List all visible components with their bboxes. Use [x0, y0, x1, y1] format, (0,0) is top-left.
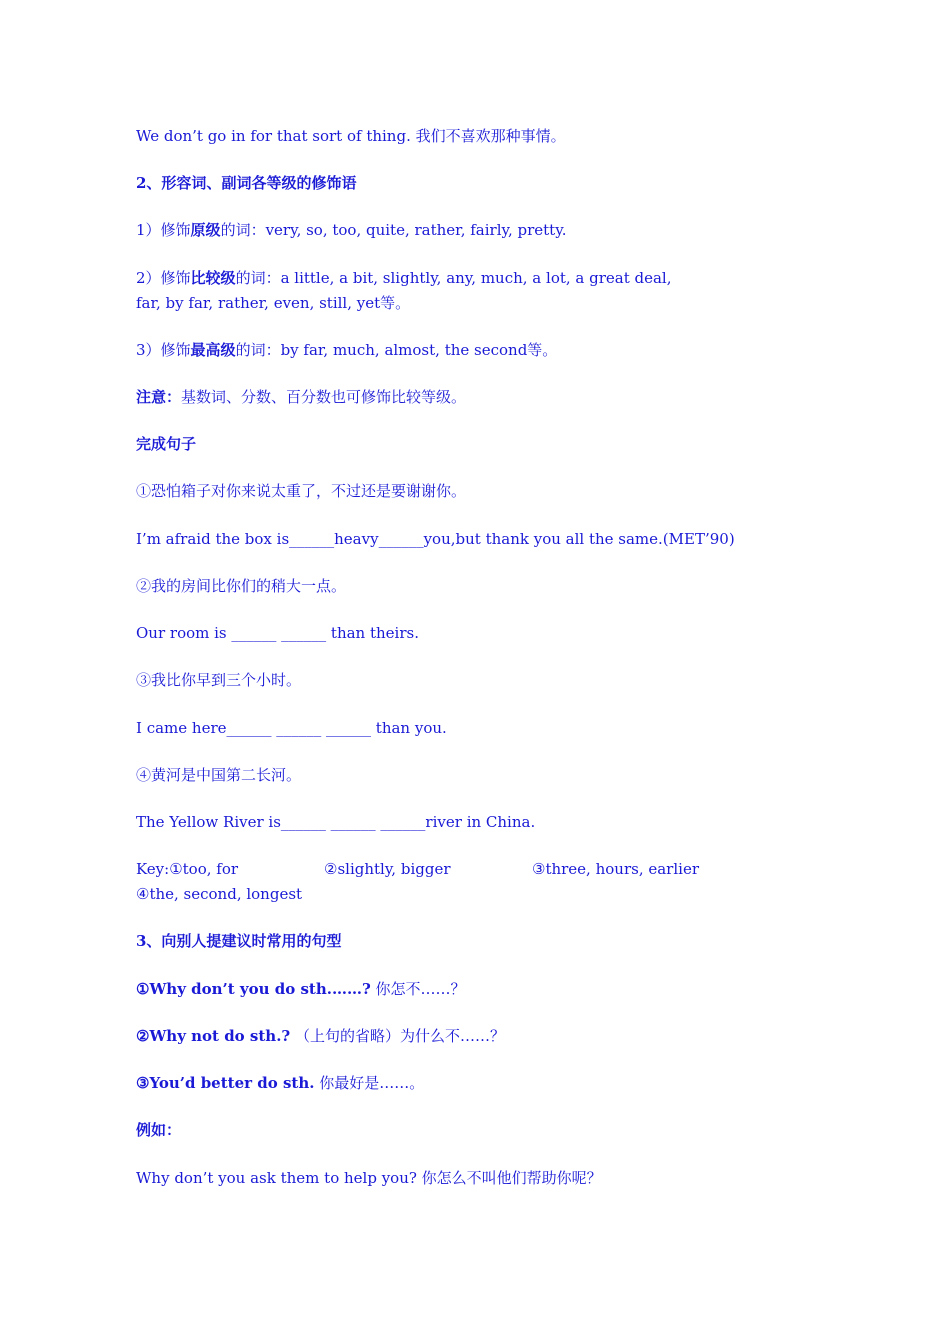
item-number: 3）修饰 [136, 341, 191, 359]
question-3-english: I came here______ ______ ______ than you. [136, 719, 447, 737]
keyword-superlative: 最高级 [190, 341, 236, 359]
section-heading-2: 2、形容词、副词各等级的修饰语 [136, 174, 357, 192]
question-3-chinese: ③我比你早到三个小时。 [136, 671, 302, 689]
modifier-list: 的词：by far, much, almost, the second等。 [235, 341, 558, 359]
question-1-chinese: ①恐怕箱子对你来说太重了，不过还是要谢谢你。 [136, 482, 467, 500]
modifier-list: 的词：very, so, too, quite, rather, fairly, pretty. [220, 221, 567, 239]
suggestion-pattern-2 [136, 1024, 830, 1049]
modifier-list: 的词：a little, a bit, slightly, any, much, a lot, a great deal, [235, 269, 672, 287]
pattern-chinese: （上句的省略）为什么不……？ [290, 1027, 505, 1045]
note-label: 注意： [136, 388, 182, 406]
note-text: 基数词、分数、百分数也可修饰比较等级。 [181, 388, 467, 406]
answer-2: ②slightly, bigger [324, 860, 451, 878]
modifier-superlative [136, 338, 830, 363]
item-number: 2）修饰 [136, 269, 191, 287]
answer-4: ④the, second, longest [136, 885, 303, 903]
exercise-title: 完成句子 [136, 435, 197, 453]
suggestion-pattern-3 [136, 1071, 830, 1096]
example-sentence: Why don’t you ask them to help you? 你怎么不叫他们帮助你呢？ [136, 1169, 602, 1187]
item-number: 1）修饰 [136, 221, 191, 239]
section-heading-3: 3、向别人提建议时常用的句型 [136, 932, 342, 950]
question-2-english: Our room is ______ ______ than theirs. [136, 624, 419, 642]
keyword-positive: 原级 [190, 221, 221, 239]
question-2-chinese: ②我的房间比你们的稍大一点。 [136, 577, 347, 595]
question-4-chinese: ④黄河是中国第二长河。 [136, 766, 302, 784]
question-4-english: The Yellow River is______ ______ ______river in China. [136, 813, 536, 831]
pattern-chinese: 你怎不……？ [370, 980, 466, 998]
pattern-english: ②Why not do sth.? [136, 1027, 291, 1045]
pattern-english: ③You’d better do sth. [136, 1074, 315, 1092]
question-1-english: I’m afraid the box is______heavy______you,but thank you all the same.(MET’90) [136, 530, 735, 548]
suggestion-pattern-1 [136, 977, 830, 1002]
answer-1: Key:①too, for [136, 860, 239, 878]
pattern-chinese: 你最好是……。 [314, 1074, 425, 1092]
modifier-comparative [136, 266, 830, 291]
modifier-positive [136, 218, 830, 243]
note [136, 385, 830, 410]
keyword-comparative: 比较级 [190, 269, 236, 287]
answer-key [136, 857, 830, 882]
modifier-comparative-cont: far, by far, rather, even, still, yet等。 [136, 294, 411, 312]
pattern-english: ①Why don’t you do sth.……? [136, 980, 371, 998]
answer-3: ③three, hours, earlier [532, 860, 699, 878]
example-title: 例如： [136, 1121, 182, 1139]
intro-sentence: We don’t go in for that sort of thing. 我们不喜欢那种事情。 [136, 127, 566, 145]
